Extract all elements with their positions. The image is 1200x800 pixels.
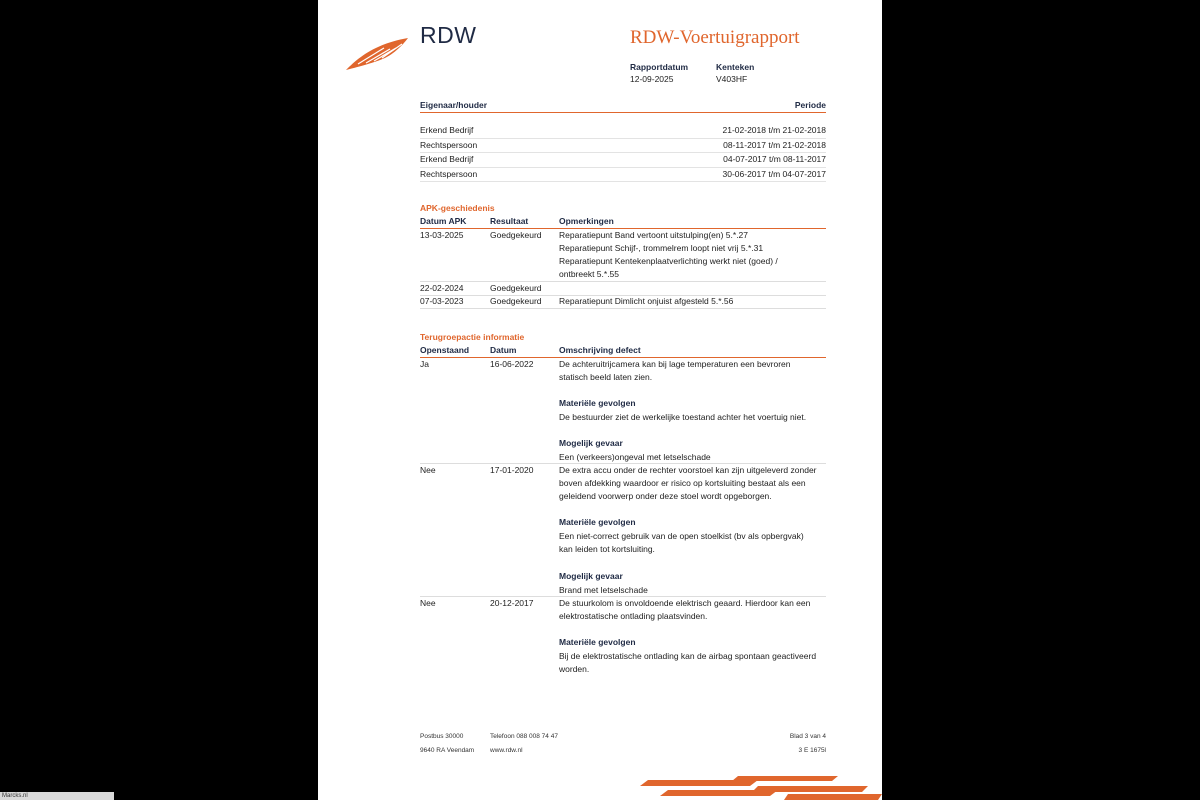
material-consequences-heading: Materiële gevolgen	[559, 637, 636, 647]
possible-danger-line: Brand met letselschade	[559, 585, 648, 595]
possible-danger-heading: Mogelijk gevaar	[559, 571, 623, 581]
footer-web: www.rdw.nl	[490, 747, 523, 754]
owners-table	[420, 124, 826, 182]
footer-stripes-decoration	[638, 772, 882, 800]
period-cell: 30-06-2017 t/m 04-07-2017	[722, 168, 826, 179]
recall-open-cell: Ja	[420, 359, 429, 369]
rapportdatum-value: 12-09-2025	[630, 74, 674, 84]
watermark-label: Marcks.nl	[0, 792, 114, 800]
apk-date-header: Datum APK	[420, 216, 467, 226]
recall-desc-line: boven afdekking waardoor er risico op kortsluiting bestaat als een	[559, 478, 806, 488]
possible-danger-line: Een (verkeers)ongeval met letselschade	[559, 452, 711, 462]
row-divider	[420, 281, 826, 282]
kenteken-value: V403HF	[716, 74, 748, 84]
owner-column-header: Eigenaar/houder	[420, 100, 488, 110]
apk-remarks-header: Opmerkingen	[559, 216, 614, 226]
period-cell: 21-02-2018 t/m 21-02-2018	[722, 125, 826, 135]
rapportdatum-label: Rapportdatum	[630, 62, 689, 72]
recall-desc-line: De extra accu onder de rechter voorstoel kan zijn uitgeleverd zonder	[559, 465, 817, 475]
apk-date-cell: 07-03-2023	[420, 296, 464, 306]
table-row	[420, 153, 826, 168]
period-cell: 04-07-2017 t/m 08-11-2017	[723, 154, 826, 164]
apk-date-cell: 22-02-2024	[420, 283, 464, 293]
recall-desc-line: elektrostatische ontlading plaatsvinden.	[559, 611, 708, 621]
apk-result-header: Resultaat	[490, 216, 529, 226]
owner-cell: Erkend Bedrijf	[420, 154, 474, 164]
table-row	[420, 168, 826, 183]
material-consequences-line: Een niet-correct gebruik van de open stoelkist (bv als opbergvak)	[559, 531, 804, 541]
owner-cell: Rechtspersoon	[420, 139, 478, 150]
table-row	[420, 124, 826, 139]
owner-cell: Erkend Bedrijf	[420, 125, 474, 135]
recall-open-cell: Nee	[420, 598, 436, 608]
recall-date-cell: 17-01-2020	[490, 465, 534, 475]
apk-remark-line: Reparatiepunt Schijf-, trommelrem loopt niet vrij 5.*.31	[559, 243, 764, 253]
period-column-header: Periode	[794, 100, 826, 110]
row-divider	[420, 308, 826, 309]
apk-result-cell: Goedgekeurd	[490, 283, 542, 293]
kenteken-label: Kenteken	[716, 62, 755, 72]
owners-divider	[420, 112, 826, 113]
brand-name: RDW	[420, 22, 477, 48]
footer-city: 9640 RA Veendam	[420, 747, 475, 754]
footer-postbus: Postbus 30000	[420, 733, 464, 740]
apk-remark-line: Reparatiepunt Dimlicht onjuist afgesteld 5.*.56	[559, 296, 734, 306]
rdw-feather-logo	[344, 36, 412, 72]
recall-desc-line: geleidend voorwerp onder deze stoel wordt opgeborgen.	[559, 491, 772, 501]
apk-remark-line: Reparatiepunt Kentekenplaatverlichting werkt niet (goed) /	[559, 256, 778, 266]
period-cell: 08-11-2017 t/m 21-02-2018	[723, 139, 826, 150]
table-row	[420, 139, 826, 154]
owner-cell: Rechtspersoon	[420, 168, 478, 179]
recall-open-header: Openstaand	[420, 345, 470, 355]
material-consequences-line: De bestuurder ziet de werkelijke toestand achter het voertuig niet.	[559, 412, 807, 422]
apk-remark-line: ontbreekt 5.*.55	[559, 269, 620, 279]
material-consequences-line: worden.	[559, 664, 590, 674]
recall-desc-line: statisch beeld laten zien.	[559, 372, 653, 382]
recall-date-header: Datum	[490, 345, 517, 355]
apk-remark-line: Reparatiepunt Band vertoont uitstulping(en) 5.*.27	[559, 230, 749, 240]
material-consequences-line: Bij de elektrostatische ontlading kan de airbag spontaan geactiveerd	[559, 651, 817, 661]
recall-desc-line: De achteruitrijcamera kan bij lage temperaturen een bevroren	[559, 359, 791, 369]
material-consequences-heading: Materiële gevolgen	[559, 517, 636, 527]
material-consequences-heading: Materiële gevolgen	[559, 398, 636, 408]
recall-desc-header: Omschrijving defect	[559, 345, 641, 355]
apk-result-cell: Goedgekeurd	[490, 230, 542, 240]
footer-page-number: Blad 3 van 4	[789, 733, 826, 740]
apk-section-title: APK-geschiedenis	[420, 203, 495, 213]
footer-phone: Telefoon 088 008 74 47	[490, 733, 558, 740]
recall-desc-line: De stuurkolom is onvoldoende elektrisch geaard. Hierdoor kan een	[559, 598, 811, 608]
recall-date-cell: 16-06-2022	[490, 359, 534, 369]
report-page	[318, 0, 882, 800]
apk-date-cell: 13-03-2025	[420, 230, 464, 240]
footer-code: 3 E 1675l	[798, 747, 826, 754]
apk-result-cell: Goedgekeurd	[490, 296, 542, 306]
recall-section-title: Terugroepactie informatie	[420, 332, 525, 342]
material-consequences-line: kan leiden tot kortsluiting.	[559, 544, 655, 554]
page-title: RDW-Voertuigrapport	[630, 27, 800, 48]
recall-date-cell: 20-12-2017	[490, 598, 534, 608]
recall-open-cell: Nee	[420, 465, 436, 475]
possible-danger-heading: Mogelijk gevaar	[559, 438, 623, 448]
